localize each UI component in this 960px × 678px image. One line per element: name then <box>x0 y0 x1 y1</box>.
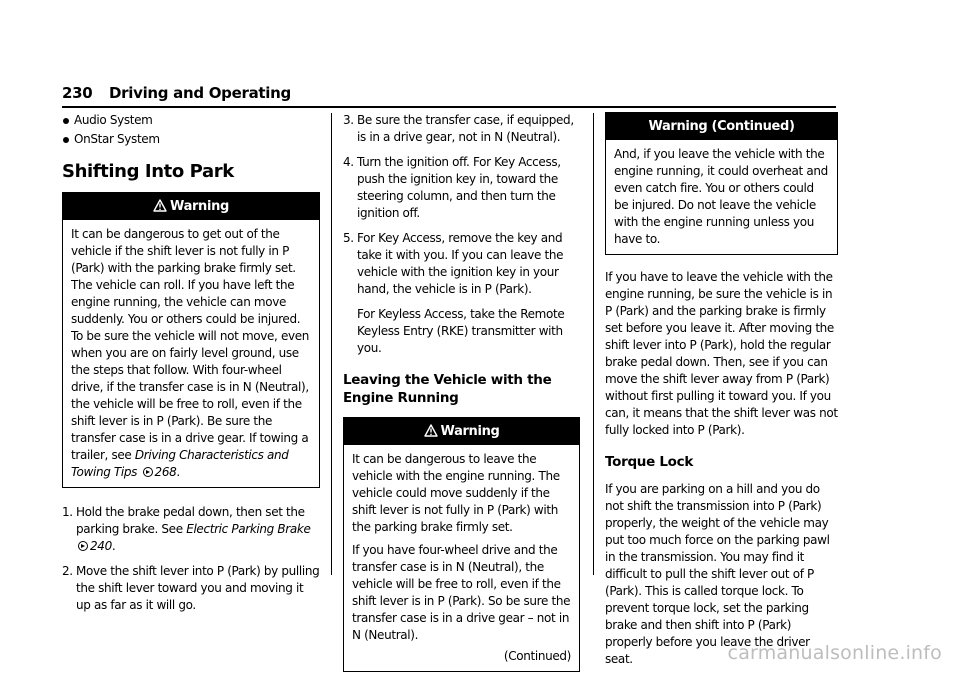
warning-box <box>343 417 580 672</box>
page-header <box>62 82 836 108</box>
section-title: Driving and Operating <box>109 84 291 102</box>
page-reference-icon <box>78 541 88 551</box>
cross-reference-link[interactable]: Electric Parking Brake <box>186 522 311 536</box>
section-heading: Leaving the Vehicle with the Engine Running <box>343 372 552 406</box>
page-number: 230 <box>62 84 93 102</box>
list-item: 3. Be sure the transfer case, if equipped, is in a drive gear, not in N (Neutral). <box>343 113 574 144</box>
page-reference[interactable]: 268 <box>154 465 177 479</box>
watermark: carmanualsonline.info <box>727 642 942 664</box>
warning-text: It can be dangerous to get out of the vehicle if the shift lever is not fully in P (Park) with the parking brake firmly set. The vehicle can roll. If you have left the engine running, the vehicle can move suddenly. You or others could be injured. To be sure the vehicle will not move, even when you are on fairly level ground, use the steps that follow. With four-wheel drive, if the transfer case is in N (Neutral), the vehicle will be free to roll, even if the shift lever is in P (Park). Be sure the transfer case is in a drive gear. If towing a trailer, see <box>71 227 310 462</box>
column-2 <box>343 112 580 672</box>
warning-header <box>63 193 319 220</box>
page-reference[interactable]: 240 <box>90 539 112 553</box>
steps-list <box>62 504 320 614</box>
warning-text: And, if you leave the vehicle with the engine running, it could overheat and even catch fire. You or others could be injured. Do not leave the vehicle with the engine running unless you have to. <box>614 147 828 246</box>
bullet-list <box>62 112 320 148</box>
section-heading: Shifting Into Park <box>62 161 234 182</box>
warning-box <box>605 112 838 255</box>
column-3 <box>605 112 838 678</box>
column-divider <box>593 113 594 575</box>
warning-body <box>344 445 579 671</box>
warning-title: Warning <box>170 199 229 214</box>
list-item: 4. Turn the ignition off. For Key Access, push the ignition key in, toward the steering column, and then turn the ignition off. <box>343 155 561 220</box>
steps-list <box>343 112 580 357</box>
warning-body: It can be dangerous to get out of the vehicle if the shift lever is not fully in P (Park) with the parking brake firmly set. The vehicle can roll. If you have left the engine running, the vehicle can move suddenly. You or others could be injured. To be sure the vehicle will not move, even when you are on fairly level ground, use the steps that follow. With four-wheel drive, if the transfer case is in N (Neutral), the vehicle will be free to roll, even if the shift lever is in P (Park). Be sure the transfer case is in a drive gear. If towing a trailer, see Driving Characteristics and Towing Tips 268. <box>71 227 310 479</box>
list-item: 5. For Key Access, remove the key and take it with you. If you can leave the vehicle with the ignition key in your hand, the vehicle is in P (Park). For Keyless Access, take the Remote Keyless Entry (RKE) transmitter with you. <box>343 231 565 355</box>
warning-body <box>606 140 837 254</box>
column-1 <box>62 112 320 622</box>
body-paragraph: If you are parking on a hill and you do not shift the transmission into P (Park) properly, the weight of the vehicle may put too much force on the parking pawl in the transmission. You may find it difficult to pull the shift lever out of P (Park). This is called torque lock. To prevent torque lock, set the parking brake and then shift into P (Park) properly before you leave the driver seat. <box>605 482 830 666</box>
cross-reference-link[interactable]: Driving Characteristics and Towing Tips <box>71 448 289 479</box>
list-item: 2. Move the shift lever into P (Park) by pulling the shift lever toward you and moving it up as far as it will go. <box>62 564 320 612</box>
warning-triangle-icon <box>424 424 438 437</box>
column-divider <box>331 113 332 575</box>
warning-text: It can be dangerous to leave the vehicle with the engine running. The vehicle could move suddenly if the shift lever is not fully in P (Park) with the parking brake firmly set. <box>352 452 560 534</box>
continued-label: (Continued) <box>503 649 571 663</box>
warning-text: If you have four-wheel drive and the transfer case is in N (Neutral), the vehicle will be free to roll, even if the shift lever is in P (Park). So be sure the transfer case is in a drive gear – not in N (Neutral). <box>352 543 571 642</box>
page-reference-icon <box>143 467 153 477</box>
warning-header <box>344 418 579 445</box>
warning-title: Warning (Continued) <box>648 119 795 134</box>
list-item: 1. Hold the brake pedal down, then set the parking brake. See Electric Parking Brake 240. <box>62 505 311 553</box>
list-item: Audio System <box>62 112 320 129</box>
body-paragraph: If you have to leave the vehicle with the engine running, be sure the vehicle is in P (Park) and the parking brake is firmly set before you leave it. After moving the shift lever into P (Park), hold the regular brake pedal down. Then, see if you can move the shift lever away from P (Park) without first pulling it toward you. If you can, it means that the shift lever was not fully locked into P (Park). <box>605 270 838 437</box>
warning-triangle-icon <box>153 199 167 212</box>
warning-box <box>62 192 320 488</box>
section-heading: Torque Lock <box>605 454 694 470</box>
warning-header <box>606 113 837 140</box>
warning-title: Warning <box>440 424 500 439</box>
list-item: OnStar System <box>62 131 320 148</box>
